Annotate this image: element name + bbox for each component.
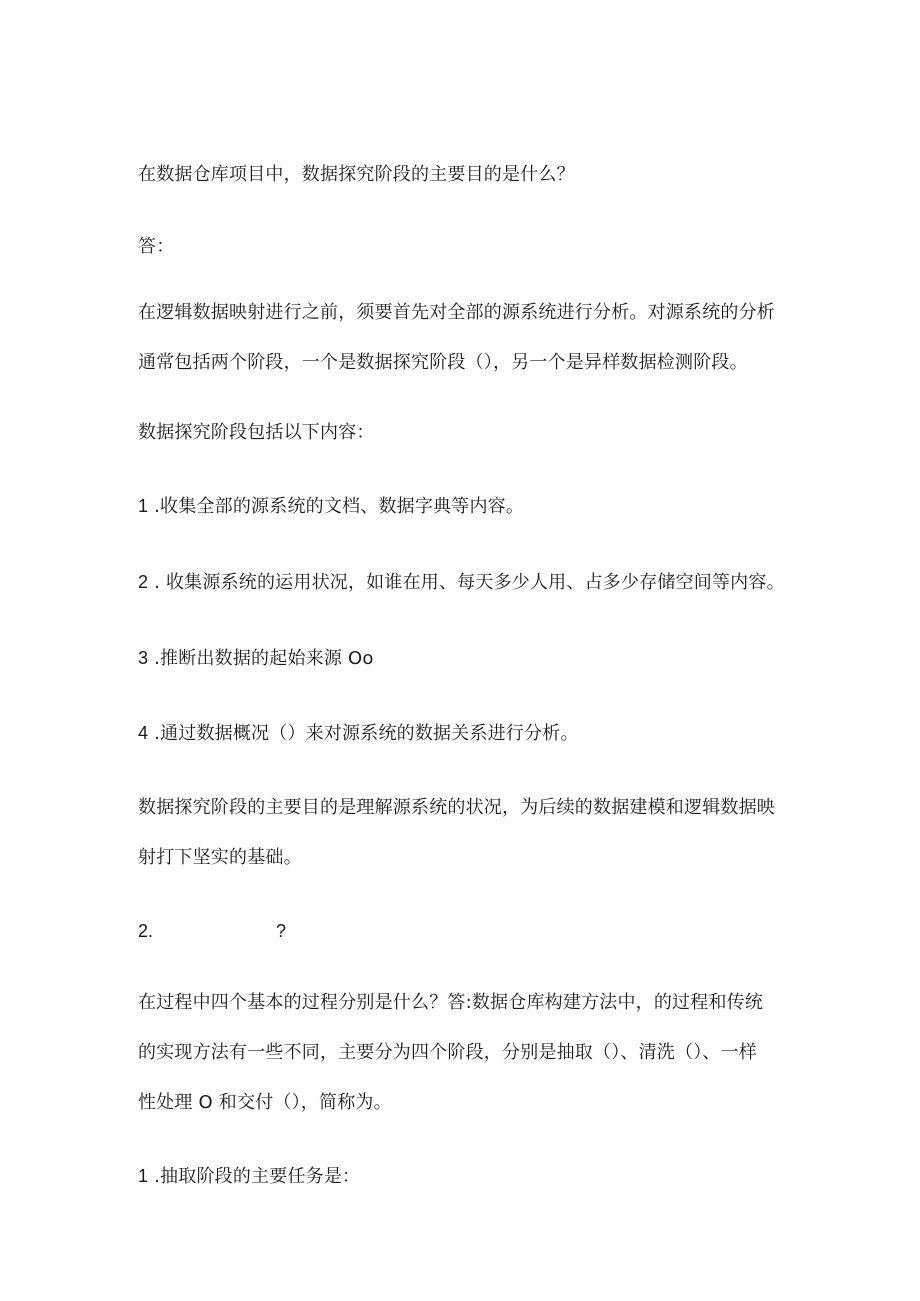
list-item-text: .收集全部的源系统的文档、数据字典等内容。 [148,496,525,517]
question-2-mark: ? [276,921,287,941]
sub-item-text: .抽取阶段的主要任务是： [148,1166,361,1187]
question-2-heading [138,919,298,943]
list-item-text: . 收集源系统的运用状况，如谁在用、每天多少人用、占多少存储空间等内容。 [148,572,785,593]
list-item-number: 2 [138,572,149,592]
list-item-number: 1 [138,496,149,516]
summary-line-2: 射打下坚实的基础。 [138,847,302,868]
list-item [138,646,374,671]
answer-label: 答： [138,236,175,257]
list-item-number: 4 [138,723,149,743]
question-1: 在数据仓库项目中，数据探究阶段的主要目的是什么？ [138,164,575,185]
question-2-number: 2. [138,921,154,941]
question-2-line-1: 在过程中四个基本的过程分别是什么？答:数据仓库构建方法中，的过程和传统 [138,992,764,1013]
summary-line-1: 数据探究阶段的主要目的是理解源系统的状况，为后续的数据建模和逻辑数据映 [138,797,775,818]
list-item-text: .通过数据概况（）来对源系统的数据关系进行分析。 [148,723,579,744]
paragraph-1-line-1: 在逻辑数据映射进行之前，须要首先对全部的源系统进行分析。对源系统的分析 [138,302,775,323]
list-item [138,721,579,746]
question-2-line-2: 的实现方法有一些不同，主要分为四个阶段，分别是抽取（）、清洗（）、一样 [138,1042,757,1063]
sub-item [138,1164,360,1189]
list-item [138,494,524,519]
sub-item-number: 1 [138,1166,149,1186]
list-item-number: 3 [138,648,149,668]
list-item-text: .推断出数据的起始来源 Oo [148,648,374,669]
list-item [138,570,785,595]
paragraph-1-line-2: 通常包括两个阶段，一个是数据探究阶段（），另一个是异样数据检测阶段。 [138,352,748,373]
question-2-line-3: 性处理 O 和交付（），简称为。 [138,1092,392,1113]
paragraph-2: 数据探究阶段包括以下内容： [138,422,375,443]
